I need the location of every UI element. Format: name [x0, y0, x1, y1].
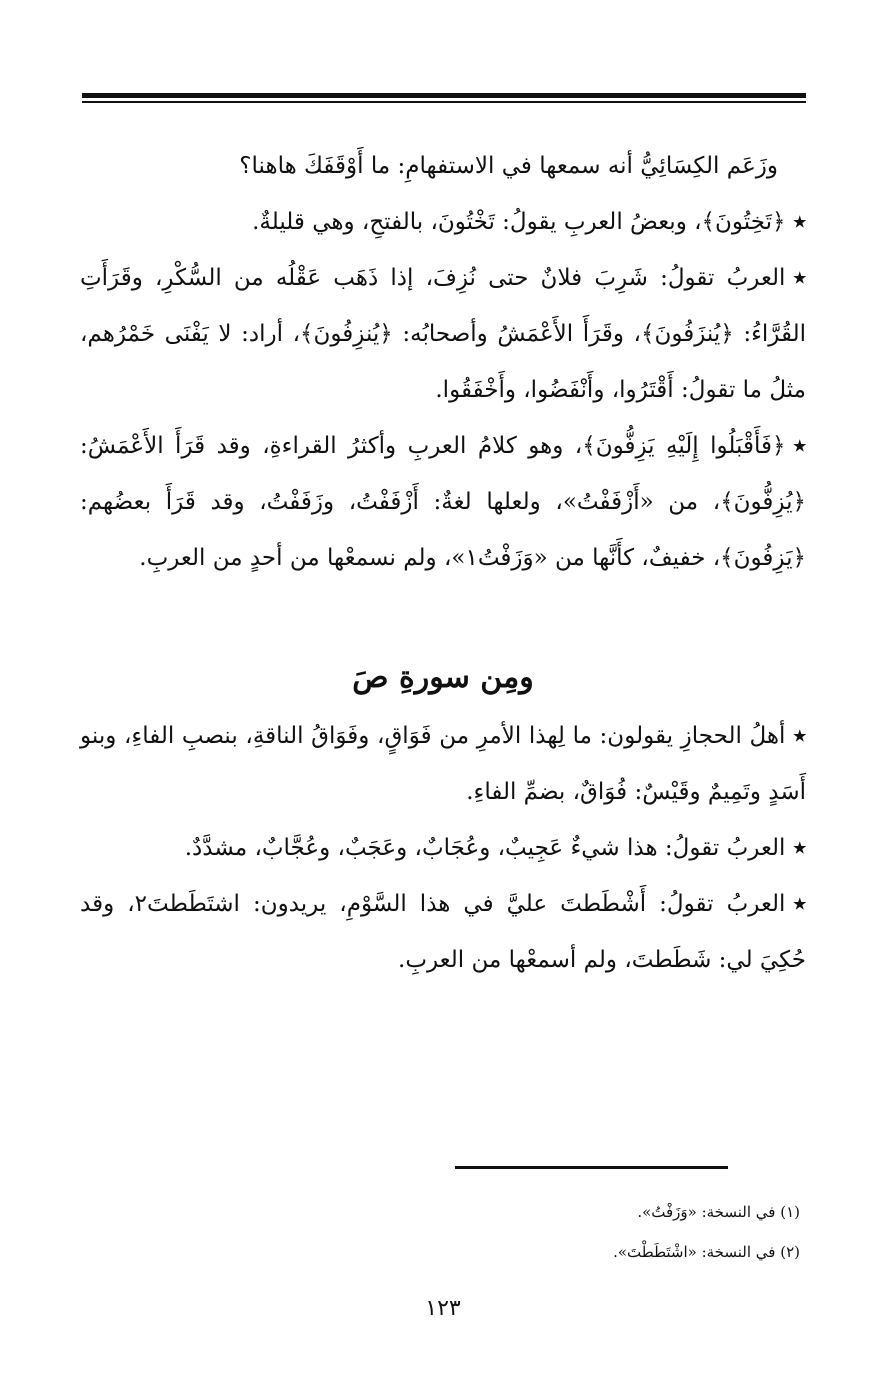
section-paragraph-1 [80, 708, 806, 820]
section-paragraph-2 [80, 820, 806, 876]
paragraph-4 [80, 418, 806, 586]
footnote-2: (٢) في النسخة: «اشْتَطَطْتَ». [613, 1243, 800, 1261]
bullet-marker: ٭ [793, 834, 806, 861]
bullet-marker: ٭ [793, 432, 806, 459]
section-paragraph-1-text: أهلُ الحجازِ يقولون: ما لِهذا الأمرِ من فَوَاقٍ، وفَوَاقُ الناقةِ، بنصبِ الفاءِ، وبنو أَسَدٍ وتَمِيمٌ وقَيْسٌ: فُوَاقٌ، بضمِّ الفاءِ. [80, 723, 806, 805]
paragraph-3 [80, 250, 806, 418]
paragraph-3-text: العربُ تقولُ: شَرِبَ فلانٌ حتى نُزِفَ، إذا ذَهَب عَقْلُه من السُّكْرِ، وقَرَأَتِ القُرَّاءُ: ﴿يُنزَفُونَ﴾، وقَرَأَ الأَعْمَشُ وأصحابُه: ﴿يُنزِفُونَ﴾، أراد: لا يَفْنَى خَمْرُهم، مثلُ ما تقولُ: أَقْتَرُوا، وأَنْفَضُوا، وأَخْفَقُوا. [80, 265, 806, 403]
header-rule-thick [82, 93, 806, 98]
footnote-1: (١) في النسخة: «وَزَفْتُ». [637, 1203, 800, 1221]
bullet-marker: ٭ [793, 890, 806, 917]
footnotes [200, 1192, 800, 1272]
bullet-marker: ٭ [793, 722, 806, 749]
section-paragraph-3-text: العربُ تقولُ: أَشْطَطتَ عليَّ في هذا السَّوْمِ، يريدون: اشتَطَطتَ٢، وقد حُكِيَ لي: شَطَطتَ، ولم أسمعْها من العربِ. [80, 891, 806, 973]
bullet-marker: ٭ [793, 264, 806, 291]
section-paragraph-3 [80, 876, 806, 988]
paragraph-2-text: ﴿تَخِتُونَ﴾، وبعضُ العربِ يقولُ: تَخْتُونَ، بالفتحِ، وهي قليلةٌ. [252, 209, 786, 235]
paragraph-2 [80, 194, 806, 250]
footnote-rule [455, 1166, 728, 1169]
page-number: ١٢٣ [425, 1296, 461, 1321]
section-heading: ومِن سورةِ صَ [352, 660, 534, 695]
section-paragraph-2-text: العربُ تقولُ: هذا شيءٌ عَجِيبٌ، وعُجَابٌ، وعَجَبٌ، وعُجَّابٌ، مشدَّدٌ. [184, 835, 786, 861]
main-text [80, 138, 806, 988]
paragraph-4-text: ﴿فَأَقْبَلُوا إِلَيْهِ يَزِفُّونَ﴾، وهو كلامُ العربِ وأكثرُ القراءةِ، وقد قَرَأَ الأَعْمَشُ: ﴿يُزِفُّونَ﴾، من «أَزْفَفْتُ»، ولعلها لغةٌ: أَزْفَفْتُ، وزَفَفْتُ، وقد قَرَأَ بعضُهم: ﴿يَزِفُونَ﴾، خفيفٌ، كأَنَّها من «وَزَفْتُ١»، ولم نسمعْها من أحدٍ من العربِ. [80, 433, 806, 571]
bullet-marker: ٭ [793, 208, 806, 235]
section-spacer [80, 586, 806, 648]
header-rule-thin [82, 101, 806, 103]
paragraph-1: وزَعَم الكِسَائِيُّ أنه سمعها في الاستفهامِ: ما أَوْقَفَكَ هاهنا؟ [239, 153, 778, 179]
